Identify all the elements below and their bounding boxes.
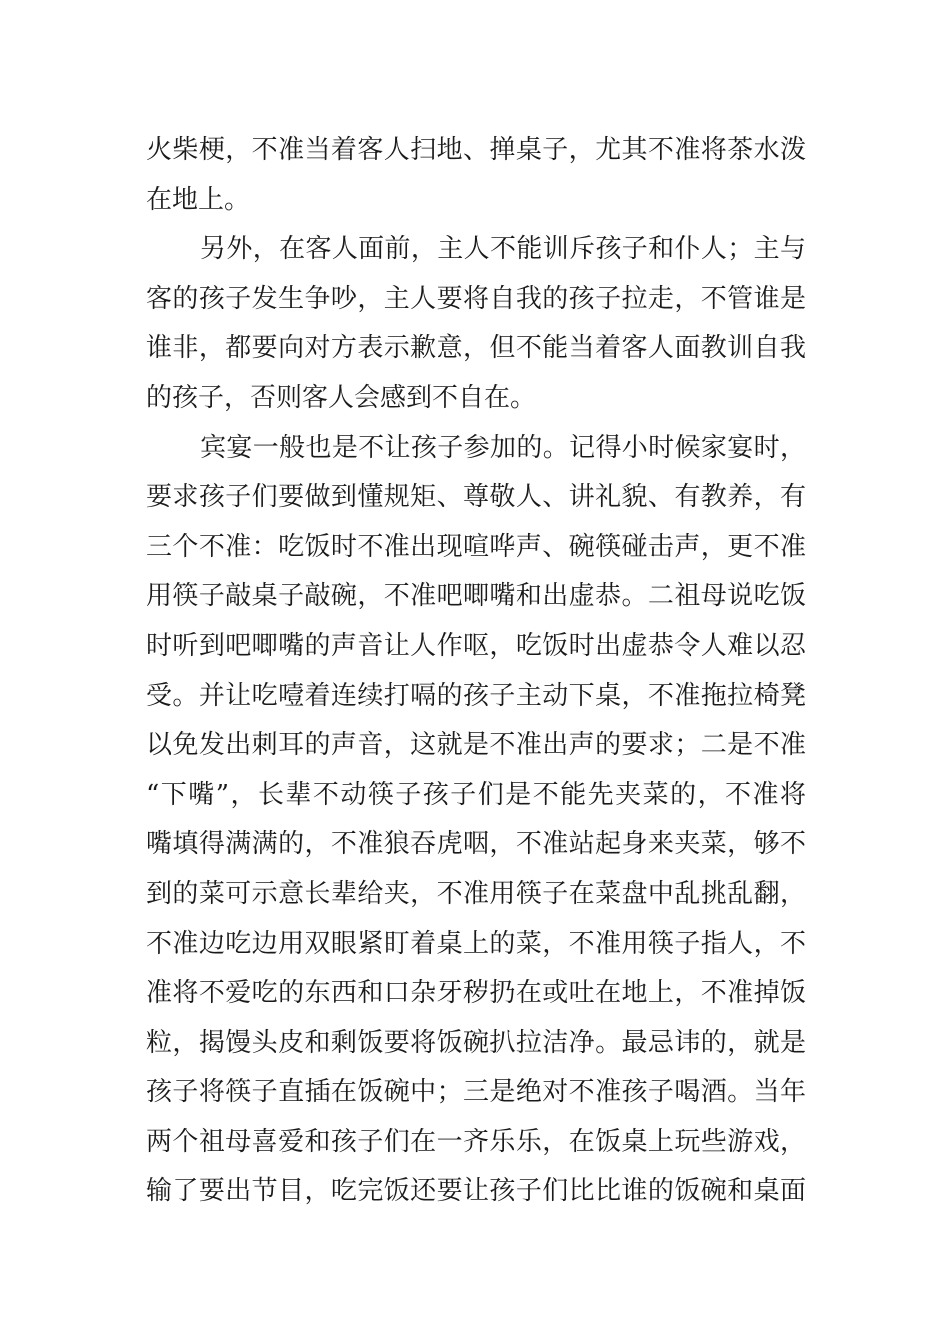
body-text [146,126,806,1217]
text-line-8: 要求孩子们要做到懂规矩、尊敬人、讲礼貌、有教养，有 [146,482,806,513]
text-line-4: 客的孩子发生争吵，主人要将自我的孩子拉走，不管谁是 [146,283,806,314]
text-line-22: 输了要出节目，吃完饭还要让孩子们比比谁的饭碗和桌面 [146,1176,806,1207]
text-line-14: “下嘴”，长辈不动筷子孩子们是不能先夹菜的，不准将 [146,779,806,810]
text-line-20: 孩子将筷子直插在饭碗中；三是绝对不准孩子喝酒。当年 [146,1077,806,1108]
text-line-17: 不准边吃边用双眼紧盯着桌上的菜，不准用筷子指人，不 [146,928,806,959]
text-line-21: 两个祖母喜爱和孩子们在一齐乐乐，在饭桌上玩些游戏， [146,1126,806,1157]
text-line-2: 在地上。 [146,184,251,215]
text-line-16: 到的菜可示意长辈给夹，不准用筷子在菜盘中乱挑乱翻， [146,878,806,909]
text-line-18: 准将不爱吃的东西和口杂牙秽扔在或吐在地上，不准掉饭 [146,978,806,1009]
text-line-3: 另外，在客人面前，主人不能训斥孩子和仆人；主与 [200,234,806,265]
text-line-1: 火柴梗，不准当着客人扫地、掸桌子，尤其不准将茶水泼 [146,135,806,165]
text-line-6: 的孩子，否则客人会感到不自在。 [146,382,537,413]
text-line-11: 时听到吧唧嘴的声音让人作呕，吃饭时出虚恭令人难以忍 [146,630,806,661]
text-line-15: 嘴填得满满的，不准狼吞虎咽，不准站起身来夹菜，够不 [146,829,806,860]
text-line-9: 三个不准：吃饭时不准出现喧哗声、碗筷碰击声，更不准 [146,531,806,562]
text-line-19: 粒，揭馒头皮和剩饭要将饭碗扒拉洁净。最忌讳的，就是 [146,1027,806,1058]
text-line-12: 受。并让吃噎着连续打嗝的孩子主动下桌，不准拖拉椅凳 [146,680,806,711]
text-line-10: 用筷子敲桌子敲碗，不准吧唧嘴和出虚恭。二祖母说吃饭 [146,581,806,612]
text-line-13: 以免发出刺耳的声音，这就是不准出声的要求；二是不准 [146,730,806,761]
text-line-5: 谁非，都要向对方表示歉意，但不能当着客人面教训自我 [146,333,806,364]
text-line-7: 宾宴一般也是不让孩子参加的。记得小时候家宴时， [200,432,806,463]
